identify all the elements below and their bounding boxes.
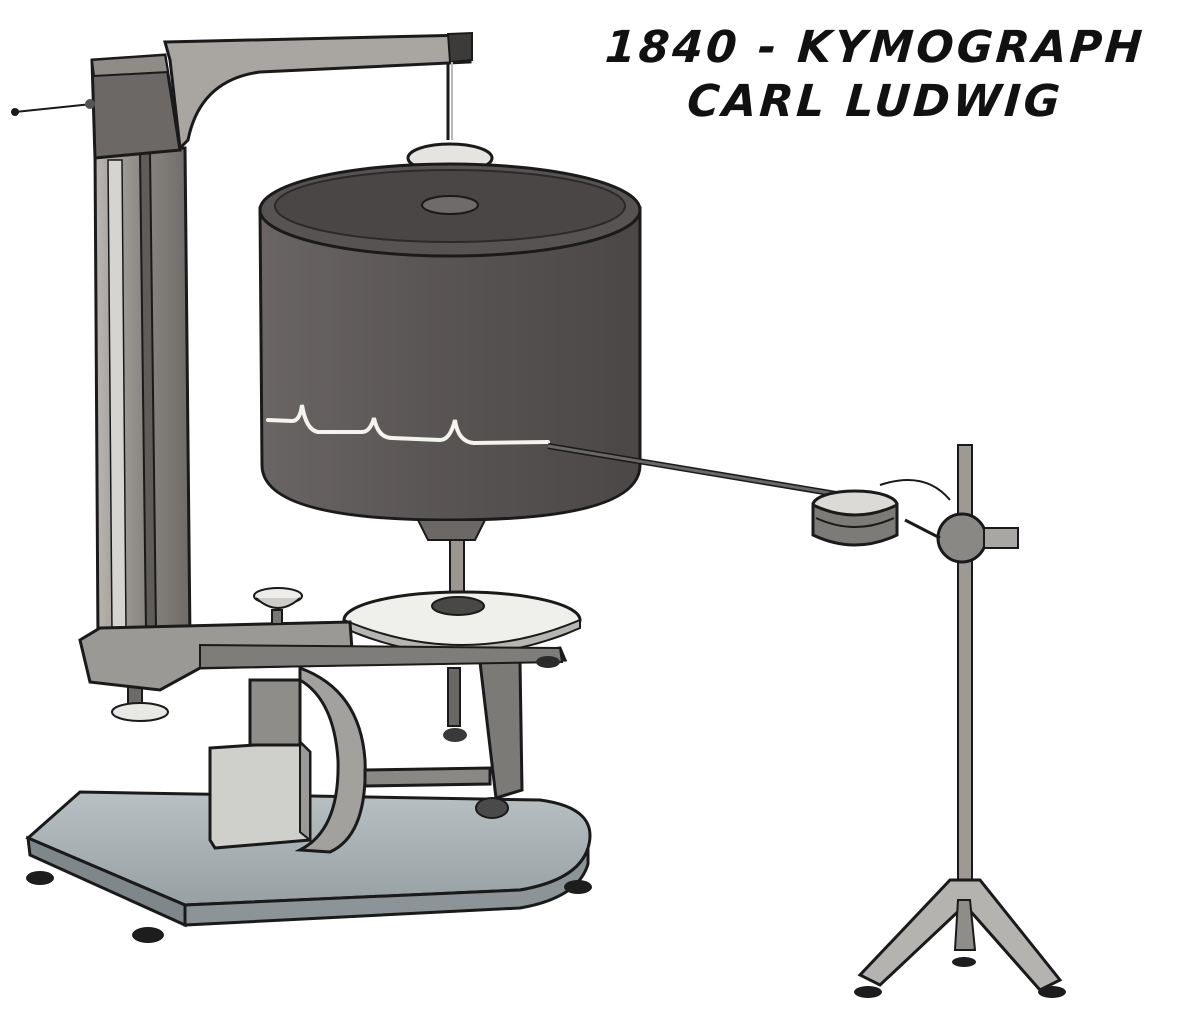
vertical-column [11, 55, 190, 721]
caption-inventor: CARL LUDWIG [685, 76, 1065, 127]
table-support-frame [365, 662, 522, 818]
spindle-and-table [344, 520, 580, 654]
recording-tambour [813, 480, 950, 545]
recording-drum [260, 164, 640, 520]
caption-year-title: 1840 - KYMOGRAPH [603, 22, 1147, 73]
overhead-arm [165, 33, 472, 148]
illustration-caption [560, 22, 1190, 128]
gear-box [210, 742, 310, 848]
